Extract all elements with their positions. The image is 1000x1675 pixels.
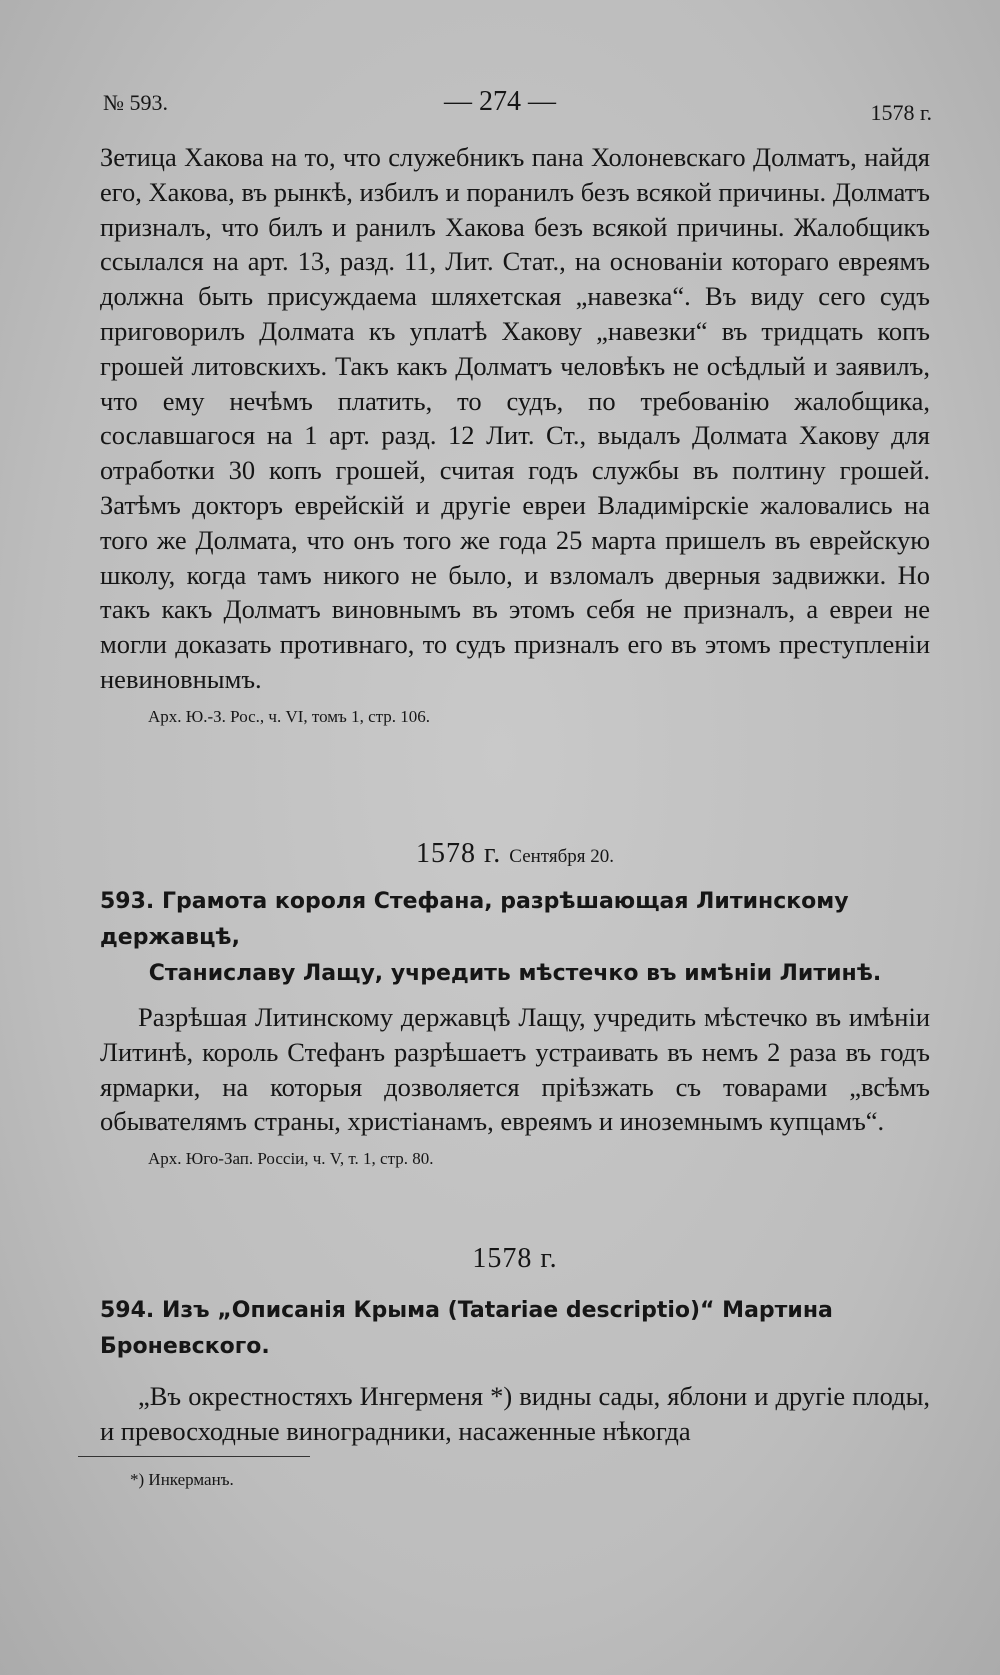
- entry-594-title-text: Изъ „Описанія Крыма (Tatariae descriptio)“ Мартина Броневского.: [100, 1298, 833, 1359]
- entry-593-title: [100, 884, 930, 992]
- entry-593-source: Арх. Юго-Зап. Россіи, ч. V, т. 1, стр. 80.: [148, 1149, 434, 1169]
- previous-entry: [100, 140, 930, 729]
- entry-594-title: [100, 1293, 930, 1365]
- entry-593-number: 593.: [100, 889, 155, 914]
- document-number: № 593.: [103, 90, 168, 115]
- header-year: 1578 г.: [870, 100, 932, 125]
- entry-593-day: Сентября 20.: [509, 846, 615, 867]
- footnote: *) Инкерманъ.: [130, 1470, 234, 1489]
- page-number: — 274 —: [444, 86, 556, 117]
- footnote-divider: [78, 1456, 310, 1457]
- entry-593-year: 1578 г.: [415, 838, 502, 869]
- entry-594: [100, 1243, 930, 1449]
- entry-593: [100, 838, 930, 1171]
- entry-593-paragraph: Разрѣшая Литинскому державцѣ Лащу, учредить мѣстечко въ имѣніи Литинѣ, король Стефанъ разрѣшаетъ устраивать въ немъ 2 раза въ годъ ярмарки, на которыя дозволяется пріѣзжать съ товарами „всѣмъ обывателямъ страны, христіанамъ, евреямъ и иноземнымъ купцамъ“.: [100, 1002, 930, 1137]
- entry-594-paragraph: „Въ окрестностяхъ Ингерменя *) видны сады, яблони и другіе плоды, и превосходные виноградники, насаженные нѣкогда: [100, 1381, 930, 1446]
- entry-593-title-line1: Грамота короля Стефана, разрѣшающая Литинскому державцѣ,: [100, 889, 849, 950]
- previous-entry-source: Арх. Ю.-З. Рос., ч. VI, томъ 1, стр. 106.: [148, 706, 431, 726]
- entry-593-title-line2: Станиславу Лащу, учредить мѣстечко въ имѣніи Литинѣ.: [148, 961, 882, 986]
- entry-594-date: 1578 г.: [472, 1243, 558, 1274]
- previous-entry-paragraph: Зетица Хакова на то, что служебникъ пана Холоневскаго Долматъ, найдя его, Хакова, въ рынкѣ, избилъ и поранилъ безъ всякой причины. Долматъ призналъ, что билъ и ранилъ Хакова безъ всякой причины. Жалобщикъ ссылался на арт. 13, разд. 11, Лит. Стат., на основаніи котораго евреямъ должна быть присуждаема шляхетская „навезка“. Въ виду сего судъ приговорилъ Долмата къ уплатѣ Хакову „навезки“ въ тридцать копъ грошей литовскихъ. Такъ какъ Долматъ человѣкъ не осѣдлый и заявилъ, что ему нечѣмъ платить, то судъ, по требованію жалобщика, сославшагося на 1 арт. разд. 12 Лит. Ст., выдалъ Долмата Хакову для отработки 30 копъ грошей, считая годъ службы въ полтину грошей. Затѣмъ докторъ еврейскій и другіе евреи Владимірскіе жаловались на того же Долмата, что онъ того же года 25 марта пришелъ въ еврейскую школу, когда тамъ никого не было, и взломалъ дверныя задвижки. Но такъ какъ Долматъ виновнымъ въ этомъ себя не призналъ, а евреи не могли доказать противнаго, то судъ призналъ его въ этомъ преступленіи невиновнымъ.: [100, 142, 930, 694]
- entry-593-date: [100, 838, 930, 870]
- entry-594-number: 594.: [100, 1298, 155, 1323]
